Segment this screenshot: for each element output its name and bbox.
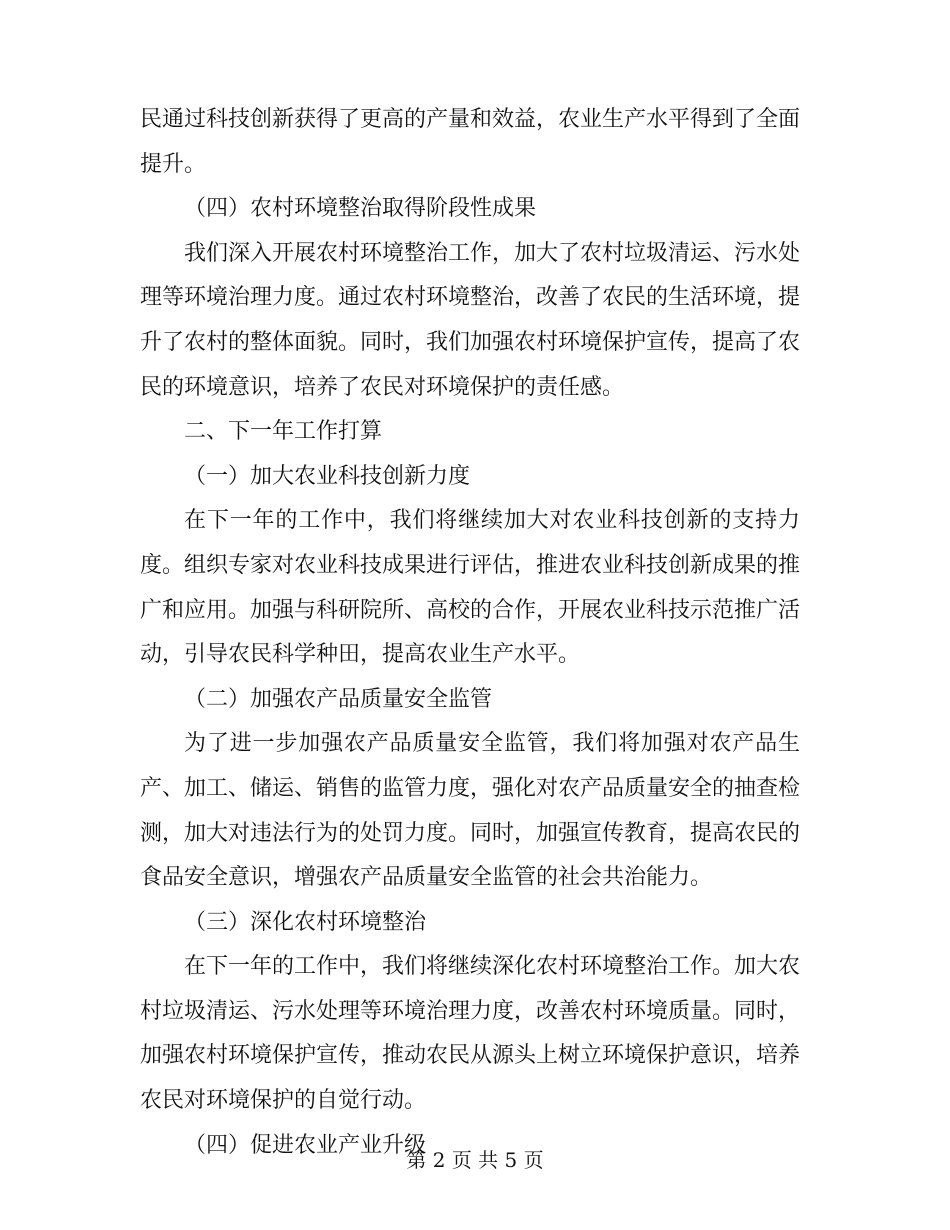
paragraph-quality-safety: 为了进一步加强农产品质量安全监管，我们将加强对农产品生产、加工、储运、销售的监管力度，强化对农产品质量安全的抽查检测，加大对违法行为的处罚力度。同时，加强宣传教育，提高农民的食品安全意识，增强农产品质量安全监管的社会共治能力。 <box>140 731 801 891</box>
section-heading-deepen-environment: （三）深化农村环境整治 <box>184 909 427 935</box>
page-footer <box>0 1146 950 1174</box>
section-heading-tech-innovation: （一）加大农业科技创新力度 <box>184 463 471 489</box>
paragraph-tech-innovation: 在下一年的工作中，我们将继续加大对农业科技创新的支持力度。组织专家对农业科技成果进行评估，推进农业科技创新成果的推广和应用。加强与科研院所、高校的合作，开展农业科技示范推广活动，引导农民科学种田，提高农业生产水平。 <box>140 508 801 668</box>
page-number-label: 第 2 页 共 5 页 <box>406 1148 544 1172</box>
section-heading-industry-upgrade: （四）促进农业产业升级 <box>184 1132 427 1158</box>
paragraph-rural-environment: 我们深入开展农村环境整治工作，加大了农村垃圾清运、污水处理等环境治理力度。通过农村环境整治，改善了农民的生活环境，提升了农村的整体面貌。同时，我们加强农村环境保护宣传，提高了农民的环境意识，培养了农民对环境保护的责任感。 <box>140 240 801 400</box>
section-heading-next-year-plan: 二、下一年工作打算 <box>184 419 383 445</box>
document-body <box>140 98 800 1168</box>
paragraph-continued: 民通过科技创新获得了更高的产量和效益，农业生产水平得到了全面提升。 <box>140 107 801 177</box>
section-heading-quality-safety: （二）加强农产品质量安全监管 <box>184 686 493 712</box>
section-heading-rural-environment-results: （四）农村环境整治取得阶段性成果 <box>184 196 537 222</box>
paragraph-deepen-environment: 在下一年的工作中，我们将继续深化农村环境整治工作。加大农村垃圾清运、污水处理等环境治理力度，改善农村环境质量。同时，加强农村环境保护宣传，推动农民从源头上树立环境保护意识，培养农民对环境保护的自觉行动。 <box>140 954 801 1114</box>
